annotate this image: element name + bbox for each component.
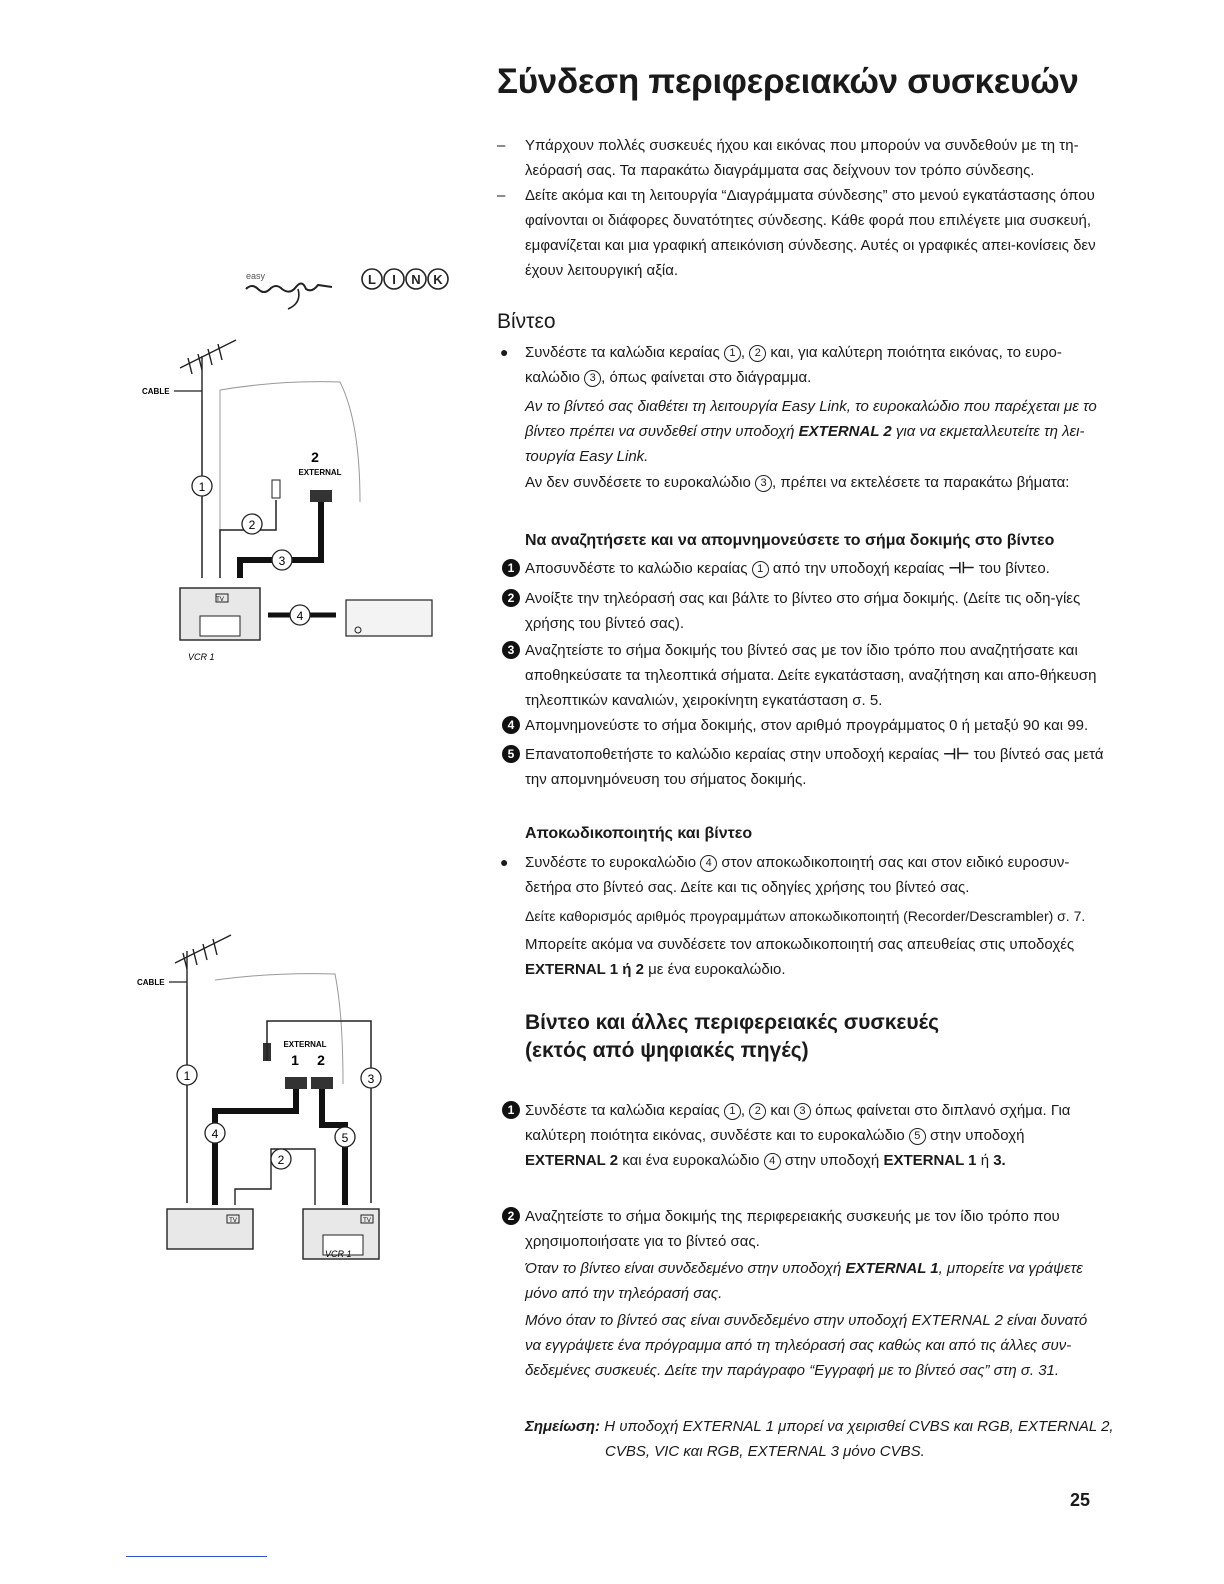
svg-text:1: 1 <box>183 1069 191 1083</box>
decoder-heading: Αποκωδικοποιητής και βίντεο <box>525 825 753 842</box>
others-step-2: 2 Αναζητείστε το σήμα δοκιμής της περιφερειακής συσκευής με τον ίδιο τρόπο που χρησιμοποιήσατε για το βίντεό σας. <box>525 1204 1105 1254</box>
svg-text:N: N <box>411 272 421 287</box>
video-heading: Βίντεο <box>497 310 556 333</box>
svg-text:VCR 1: VCR 1 <box>188 652 215 662</box>
svg-text:2: 2 <box>317 1052 325 1068</box>
svg-text:VCR 1: VCR 1 <box>325 1249 352 1259</box>
others-italic-2: Μόνο όταν το βίντεό σας είναι συνδεδεμένο στην υποδοχή EXTERNAL 2 είναι δυνατό να εγγράψετε ένα πρόγραμμα από τη τηλεόρασή σας καθώς και από τις άλλες συν-δεδεμένες συσκευές. Δείτε την παράγραφο “Εγγραφή με το βίντεό σας” στη σ. 31. <box>525 1312 1088 1379</box>
step-4: 4 Απομνημονεύστε το σήμα δοκιμής, στον αριθμό προγράμματος 0 ή μεταξύ 90 και 99. <box>525 713 1105 738</box>
others-italic-1: Όταν το βίντεο είναι συνδεδεμένο στην υποδοχή EXTERNAL 1, μπορείτε να γράψετε μόνο από την τηλεόρασή σας. <box>525 1260 1083 1302</box>
svg-text:easy: easy <box>246 271 266 281</box>
intro-paragraph-2: – Δείτε ακόμα και τη λειτουργία “Διαγράμματα σύνδεσης” στο μενού εγκατάστασης όπου φαίνονται οι διάφορες δυνατότητες σύνδεσης. Κάθε φορά που επιλέγετε μια συσκευή, εμφανίζεται και μια γραφική απεικόνιση σύνδεσης. Αυτές οι γραφικές απει-κονίσεις δεν έχουν λειτουργική αξία. <box>497 187 1096 279</box>
svg-text:L: L <box>368 272 376 287</box>
search-heading: Να αναζητήσετε και να απομνημονεύσετε το σήμα δοκιμής στο βίντεο <box>525 532 1055 549</box>
footer-rule <box>126 1556 267 1557</box>
svg-text:2: 2 <box>248 518 256 532</box>
vcr-connection-diagram <box>140 330 470 670</box>
others-step-1: 1 Συνδέστε τα καλώδια κεραίας 1 , 2 και 3 όπως φαίνεται στο διπλανό σχήμα. Για καλύτερη ποιότητα εικόνας, συνδέστε και το ευροκαλώδιο 5 στην υποδοχή EXTERNAL 2 και ένα ευροκαλώδιο 4 στην υποδοχή EXTERNAL 1 ή 3. <box>525 1098 1105 1173</box>
svg-text:TV: TV <box>229 1218 237 1224</box>
decoder-reference: Δείτε καθορισμός αριθμός προγραμμάτων αποκωδικοποιητή (Recorder/Descrambler) σ. 7. <box>525 908 1086 924</box>
svg-text:TV: TV <box>216 597 224 603</box>
svg-text:EXTERNAL: EXTERNAL <box>283 1040 327 1049</box>
svg-text:EXTERNAL: EXTERNAL <box>298 468 342 477</box>
svg-text:2: 2 <box>277 1153 285 1167</box>
peripherals-connection-diagram <box>135 925 395 1265</box>
svg-text:2: 2 <box>311 449 319 465</box>
step-3: 3 Αναζητείστε το σήμα δοκιμής του βίντεό σας με τον ίδιο τρόπο που αναζητήσατε και αποθηκεύσατε τα τηλεοπτικά σήματα. Δείτε εγκατάσταση, αναζήτηση και απο-θήκευση τηλεοπτικών καναλιών, χειροκίνητη εγκατάσταση σ. 5. <box>525 638 1105 713</box>
step-2: 2 Ανοίξτε την τηλεόρασή σας και βάλτε το βίντεο στο σήμα δοκιμής. (Δείτε τις οδη-γίες χρήσης του βίντεό σας). <box>525 586 1105 636</box>
page-number: 25 <box>1070 1490 1091 1510</box>
svg-text:1: 1 <box>291 1052 299 1068</box>
video-bullet: ● Συνδέστε τα καλώδια κεραίας 1 , 2 και, για καλύτερη ποιότητα εικόνας, το ευρο-καλώδιο 3 , όπως φαίνεται στο διάγραμμα. <box>500 344 1062 386</box>
svg-text:3: 3 <box>278 554 286 568</box>
easylink-note: Αν το βίντεό σας διαθέτει τη λειτουργία Easy Link, το ευροκαλώδιο που παρέχεται με το βίντεο πρέπει να συνδεθεί στην υποδοχή EXTERNAL 2 για να εκμεταλλευτείτε τη λει-τουργία Easy Link. <box>525 398 1097 465</box>
others-heading: Βίντεο και άλλες περιφερειακές συσκευές (εκτός από ψηφιακές πηγές) <box>525 1011 940 1062</box>
antenna-icon <box>175 935 231 985</box>
svg-text:CABLE: CABLE <box>142 387 170 396</box>
step-1: 1 Αποσυνδέστε το καλώδιο κεραίας 1 από την υποδοχή κεραίας ⊣⊢ του βίντεο. <box>525 556 1105 581</box>
svg-text:1: 1 <box>198 480 206 494</box>
svg-text:3: 3 <box>367 1072 375 1086</box>
svg-text:I: I <box>392 272 396 287</box>
page-title: Σύνδεση περιφερειακών συσκευών <box>497 62 1079 101</box>
svg-text:K: K <box>433 272 443 287</box>
decoder-direct: Μπορείτε ακόμα να συνδέσετε τον αποκωδικοποιητή σας απευθείας στις υποδοχές EXTERNAL 1 ή 2 με ένα ευροκαλώδιο. <box>525 936 1075 978</box>
svg-text:4: 4 <box>296 609 304 623</box>
decoder-bullet: ● Συνδέστε το ευροκαλώδιο 4 στον αποκωδικοποιητή σας και στον ειδικό ευροσυν-δετήρα στο βίντεό σας. Δείτε και τις οδηγίες χρήσης του βίντεό σας. <box>500 854 1070 896</box>
video-note: Αν δεν συνδέσετε το ευροκαλώδιο 3 , πρέπει να εκτελέσετε τα παρακάτω βήματα: <box>525 474 1070 491</box>
svg-text:4: 4 <box>211 1127 219 1141</box>
svg-text:TV: TV <box>363 1218 371 1224</box>
intro-paragraph-1: – Υπάρχουν πολλές συσκευές ήχου και εικόνας που μπορούν να συνδεθούν με τη τη-λεόρασή σας. Τα παρακάτω διαγράμματα σας δείχνουν τον τρόπο σύνδεσης. <box>497 137 1079 179</box>
svg-text:CABLE: CABLE <box>137 978 165 987</box>
svg-text:5: 5 <box>341 1131 349 1145</box>
easylink-logo <box>240 255 470 315</box>
note: Σημείωση: Η υποδοχή EXTERNAL 1 μπορεί να χειρισθεί CVBS και RGB, EXTERNAL 2, CVBS, VIC και RGB, EXTERNAL 3 μόνο CVBS. <box>525 1418 1114 1460</box>
step-5: 5 Επανατοποθετήστε το καλώδιο κεραίας στην υποδοχή κεραίας ⊣⊢ του βίντεό σας μετά την απομνημόνευση του σήματος δοκιμής. <box>525 742 1105 792</box>
